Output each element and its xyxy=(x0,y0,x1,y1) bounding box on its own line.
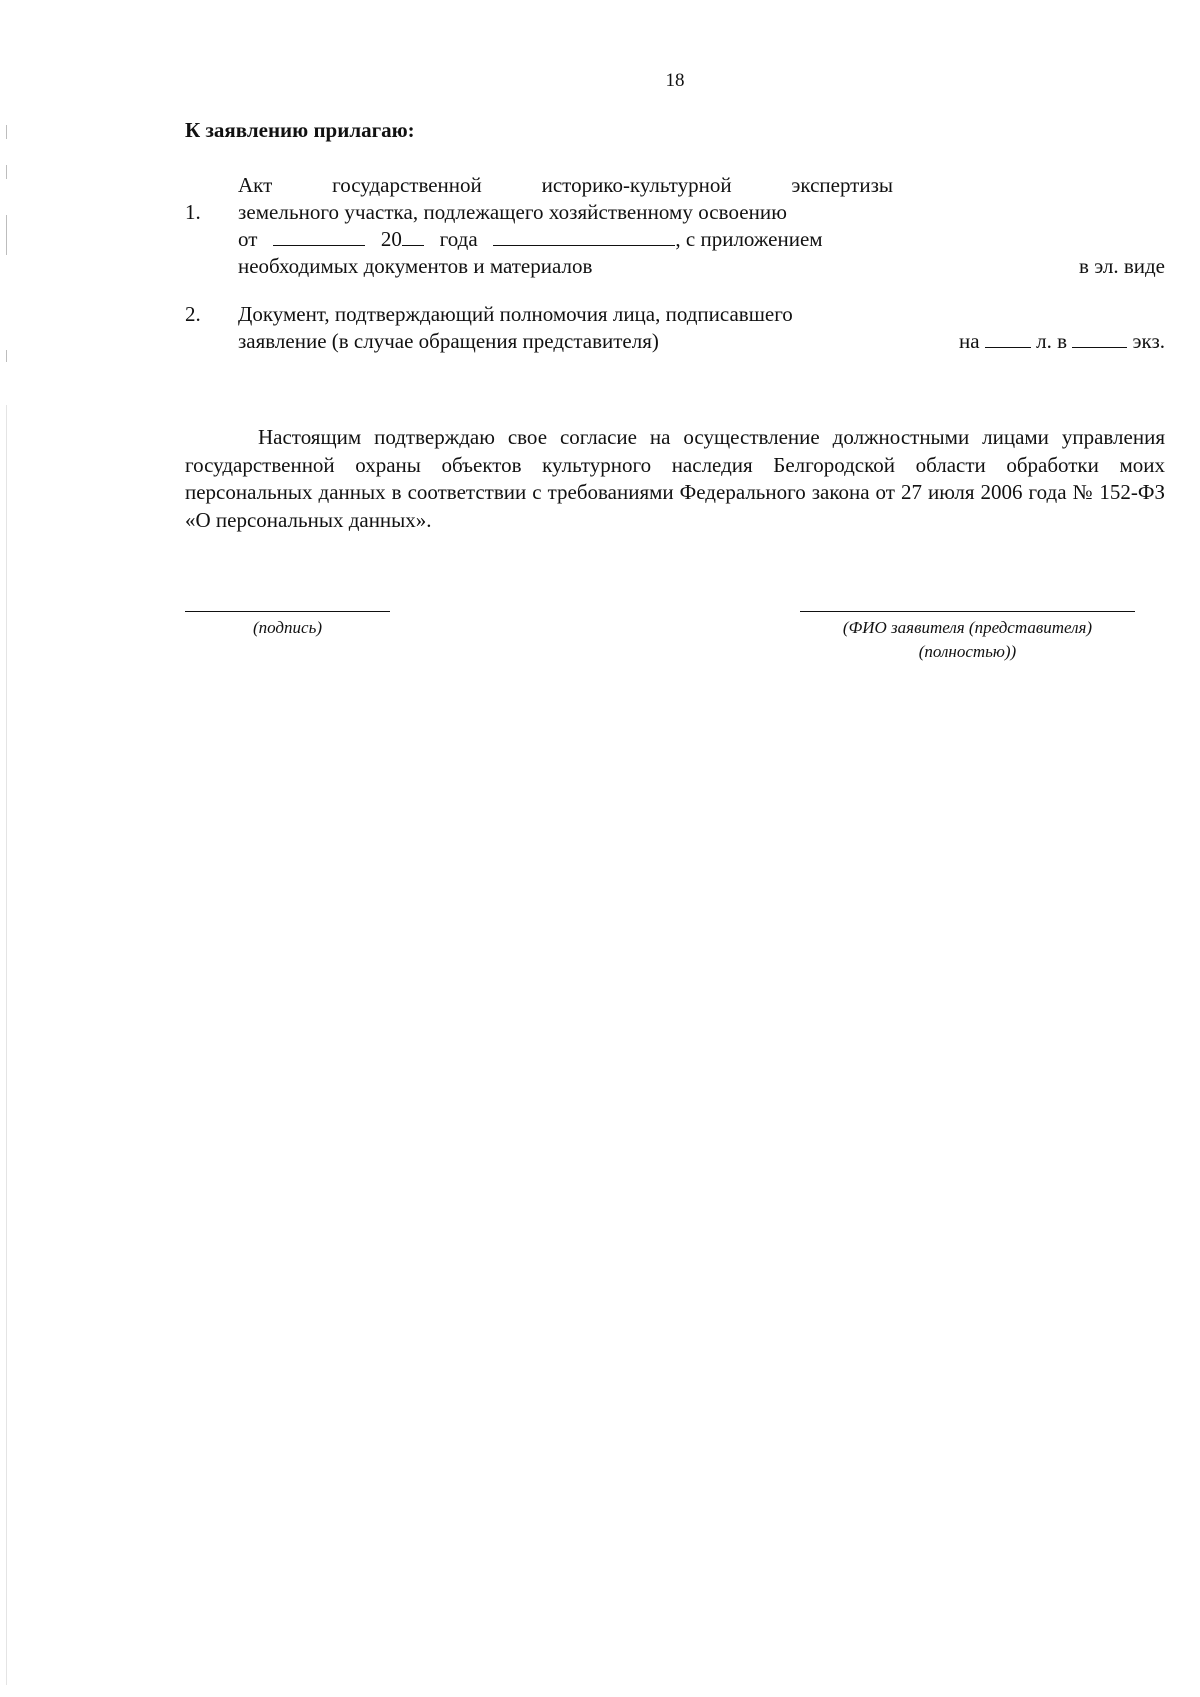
attachment-line: необходимых документов и материалов xyxy=(238,254,593,278)
number-blank[interactable] xyxy=(493,227,675,246)
scan-margin-mark xyxy=(6,215,7,255)
attachments-heading: К заявлению прилагаю: xyxy=(185,118,415,142)
consent-paragraph: Настоящим подтверждаю свое согласие на осуществление должностными лицами управления государственной охраны объектов культурного наследия Белгородской области обработки моих персональных данных в соответствии с требованиями Федерального закона от 27 июля 2006 года № 152-ФЗ «О персональных данных». xyxy=(185,425,1165,532)
attachment-line-with-blanks xyxy=(238,226,893,253)
scan-margin-mark xyxy=(6,350,7,362)
scan-margin-mark xyxy=(6,165,7,179)
full-name-line[interactable] xyxy=(800,611,1135,612)
attachment-description xyxy=(238,301,893,355)
year-blank[interactable] xyxy=(402,227,424,246)
word: Акт xyxy=(238,173,273,197)
na-label: на xyxy=(959,329,980,353)
from-label: от xyxy=(238,227,258,251)
copies-label: экз. xyxy=(1132,329,1165,353)
year-prefix: 20 xyxy=(380,227,402,251)
attachment-number: 1. xyxy=(185,200,201,224)
pages-label: л. в xyxy=(1036,329,1068,353)
copies-blank[interactable] xyxy=(1072,329,1127,348)
full-name-caption-2: (полностью)) xyxy=(918,642,1017,661)
attachment-line: земельного участка, подлежащего хозяйственному освоению xyxy=(238,200,787,224)
format-note: в эл. виде xyxy=(1079,254,1165,278)
scan-margin-mark xyxy=(6,125,7,139)
attachment-item-2 xyxy=(185,301,1165,357)
scan-margin-mark xyxy=(6,405,7,1685)
year-word: года xyxy=(439,227,478,251)
attachment-line xyxy=(238,172,893,199)
word: государственной xyxy=(332,173,482,197)
with-appendix-text: , с приложением xyxy=(675,227,823,251)
pages-blank[interactable] xyxy=(985,329,1031,348)
attachment-line: заявление (в случае обращения представителя) xyxy=(238,329,659,353)
word: историко-культурной xyxy=(541,173,732,197)
attachment-description xyxy=(238,172,893,280)
word: экспертизы xyxy=(791,173,894,197)
signature-line[interactable] xyxy=(185,611,390,612)
pages-copies-field xyxy=(959,328,1165,355)
signature-caption: (подпись) xyxy=(253,618,322,637)
attachment-line: Документ, подтверждающий полномочия лица, подписавшего xyxy=(238,302,793,326)
attachment-item-1 xyxy=(185,172,1165,284)
full-name-caption-1: (ФИО заявителя (представителя) xyxy=(842,618,1093,637)
date-blank[interactable] xyxy=(273,227,365,246)
page-number: 18 xyxy=(665,70,685,91)
attachment-number: 2. xyxy=(185,302,201,326)
